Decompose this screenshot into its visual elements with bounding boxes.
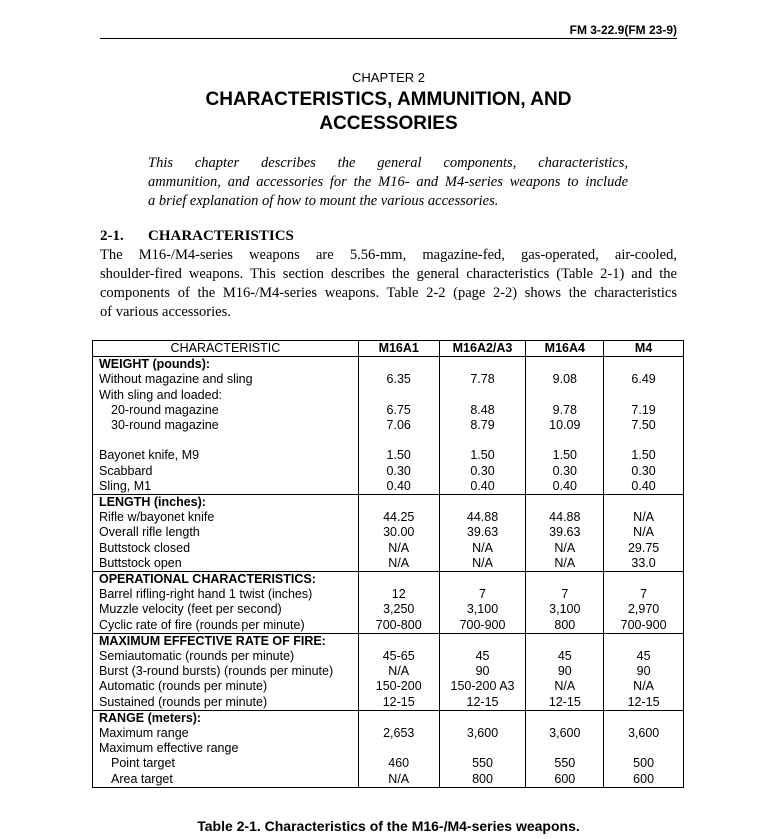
value-cell: 12-15 <box>526 695 604 711</box>
value-cell: 3,600 <box>526 726 604 741</box>
table-row <box>93 772 684 788</box>
empty-cell <box>604 495 684 511</box>
value-cell: N/A <box>439 556 526 572</box>
table-row <box>93 372 684 387</box>
value-cell: 800 <box>439 772 526 788</box>
row-label <box>93 756 359 771</box>
row-label-text: Area target <box>111 771 173 786</box>
empty-cell <box>604 710 684 726</box>
value-cell: 39.63 <box>439 525 526 540</box>
value-cell: 90 <box>604 664 684 679</box>
section-heading <box>100 228 680 245</box>
paragraph-line: components of the M16-/M4-series weapons. Table 2-2 (page 2-2) shows the characteristics <box>100 285 677 301</box>
value-cell: 8.48 <box>439 403 526 418</box>
table-row <box>93 556 684 572</box>
row-label <box>93 418 359 433</box>
column-header: M16A1 <box>358 341 439 357</box>
document-code: FM 3-22.9(FM 23-9) <box>569 23 677 37</box>
value-cell: 0.30 <box>439 464 526 479</box>
value-cell: N/A <box>358 541 439 556</box>
row-label <box>93 695 359 711</box>
value-cell <box>439 388 526 403</box>
value-cell: N/A <box>604 679 684 694</box>
row-label <box>93 772 359 788</box>
empty-cell <box>358 633 439 649</box>
empty-cell <box>526 357 604 373</box>
row-label-text: Automatic (rounds per minute) <box>99 679 268 694</box>
value-cell: N/A <box>604 510 684 525</box>
value-cell <box>604 388 684 403</box>
row-label <box>93 602 359 617</box>
chapter-title-line: CHARACTERISTICS, AMMUNITION, AND <box>205 89 572 110</box>
table-row <box>93 741 684 756</box>
value-cell: 12-15 <box>358 695 439 711</box>
value-cell: N/A <box>526 541 604 556</box>
paragraph-line: of various accessories. <box>100 304 231 320</box>
value-cell: N/A <box>439 541 526 556</box>
value-cell: N/A <box>604 525 684 540</box>
value-cell: 7.78 <box>439 372 526 387</box>
value-cell: 7.50 <box>604 418 684 433</box>
value-cell: 90 <box>439 664 526 679</box>
value-cell <box>604 433 684 448</box>
value-cell: 12 <box>358 587 439 602</box>
value-cell: 1.50 <box>439 448 526 463</box>
value-cell: 45-65 <box>358 649 439 664</box>
value-cell: 0.30 <box>526 464 604 479</box>
section-title: CHARACTERISTICS <box>148 228 294 244</box>
empty-cell <box>526 572 604 588</box>
row-label <box>93 479 359 495</box>
table-row <box>93 664 684 679</box>
value-cell: 150-200 <box>358 679 439 694</box>
empty-cell <box>439 357 526 373</box>
value-cell: 7.19 <box>604 403 684 418</box>
value-cell <box>526 741 604 756</box>
table-row <box>93 602 684 617</box>
value-cell: 9.08 <box>526 372 604 387</box>
paragraph-line: shoulder-fired weapons. This section describes the general characteristics (Table 2-1) and the <box>100 266 677 282</box>
intro-line: ammunition, and accessories for the M16- and M4-series weapons to include <box>148 174 628 190</box>
row-label-text: 20-round magazine <box>111 402 219 417</box>
row-label-text: Rifle w/bayonet knife <box>99 510 215 525</box>
empty-cell <box>439 572 526 588</box>
value-cell: 550 <box>526 756 604 771</box>
column-header: M4 <box>604 341 684 357</box>
table-header-row <box>93 341 684 357</box>
row-label-text: Without magazine and sling <box>99 372 253 387</box>
row-label <box>93 741 359 756</box>
value-cell: 6.35 <box>358 372 439 387</box>
value-cell: 6.49 <box>604 372 684 387</box>
empty-cell <box>604 633 684 649</box>
value-cell: 44.88 <box>526 510 604 525</box>
value-cell: 39.63 <box>526 525 604 540</box>
table-row <box>93 587 684 602</box>
value-cell: 6.75 <box>358 403 439 418</box>
table-row <box>93 479 684 495</box>
column-header: CHARACTERISTIC <box>93 341 359 357</box>
value-cell: 700-800 <box>358 618 439 634</box>
paragraph-line: The M16-/M4-series weapons are 5.56-mm, magazine-fed, gas-operated, air-cooled, <box>100 247 677 263</box>
column-header: M16A4 <box>526 341 604 357</box>
value-cell: 3,600 <box>604 726 684 741</box>
empty-cell <box>604 357 684 373</box>
table-row <box>93 679 684 694</box>
value-cell <box>358 741 439 756</box>
row-label <box>93 679 359 694</box>
section-number: 2-1. <box>100 228 124 244</box>
row-label-text: Scabbard <box>99 463 153 478</box>
value-cell: 0.40 <box>604 479 684 495</box>
value-cell: 800 <box>526 618 604 634</box>
value-cell: N/A <box>526 556 604 572</box>
empty-cell <box>526 633 604 649</box>
value-cell: N/A <box>526 679 604 694</box>
table-row <box>93 618 684 634</box>
value-cell: 3,250 <box>358 602 439 617</box>
empty-cell <box>358 357 439 373</box>
empty-cell <box>439 633 526 649</box>
row-label <box>93 525 359 540</box>
value-cell <box>526 433 604 448</box>
value-cell: 150-200 A3 <box>439 679 526 694</box>
empty-cell <box>604 572 684 588</box>
empty-cell <box>526 495 604 511</box>
chapter-title <box>140 88 637 136</box>
value-cell: 0.40 <box>439 479 526 495</box>
value-cell: N/A <box>358 556 439 572</box>
empty-cell <box>358 572 439 588</box>
value-cell: 90 <box>526 664 604 679</box>
value-cell: 550 <box>439 756 526 771</box>
row-label-text: Maximum effective range <box>99 741 239 756</box>
characteristics-table <box>92 340 684 788</box>
row-label-text: Cyclic rate of fire (rounds per minute) <box>99 617 305 632</box>
group-header-row <box>93 710 684 726</box>
page-header <box>100 22 677 39</box>
row-label-text: Semiautomatic (rounds per minute) <box>99 649 295 664</box>
value-cell: 7.06 <box>358 418 439 433</box>
value-cell <box>358 388 439 403</box>
value-cell: 460 <box>358 756 439 771</box>
table-row <box>93 418 684 433</box>
value-cell <box>358 433 439 448</box>
value-cell: 12-15 <box>604 695 684 711</box>
row-label <box>93 556 359 572</box>
value-cell: 7 <box>439 587 526 602</box>
row-label-text: Burst (3-round bursts) (rounds per minute) <box>99 664 334 679</box>
row-label-text: Maximum range <box>99 726 189 741</box>
value-cell <box>526 388 604 403</box>
table-row <box>93 726 684 741</box>
row-label <box>93 726 359 741</box>
empty-cell <box>526 710 604 726</box>
row-label <box>93 587 359 602</box>
row-label <box>93 433 359 448</box>
row-label-text: Barrel rifling-right hand 1 twist (inches) <box>99 587 313 602</box>
empty-cell <box>358 710 439 726</box>
table-row <box>93 649 684 664</box>
value-cell: 44.25 <box>358 510 439 525</box>
chapter-label: CHAPTER 2 <box>352 70 425 85</box>
value-cell: 600 <box>604 772 684 788</box>
table-row <box>93 510 684 525</box>
value-cell: 2,970 <box>604 602 684 617</box>
value-cell: 600 <box>526 772 604 788</box>
group-header-row <box>93 633 684 649</box>
row-label <box>93 664 359 679</box>
table-row <box>93 388 684 403</box>
value-cell <box>439 741 526 756</box>
value-cell: 3,600 <box>439 726 526 741</box>
group-title: WEIGHT (pounds): <box>93 357 359 373</box>
value-cell: 3,100 <box>439 602 526 617</box>
value-cell: 700-900 <box>439 618 526 634</box>
value-cell: N/A <box>358 772 439 788</box>
row-label-text: Bayonet knife, M9 <box>99 448 200 463</box>
table-row <box>93 448 684 463</box>
chapter-title-line: ACCESSORIES <box>319 113 458 134</box>
group-title: LENGTH (inches): <box>93 495 359 511</box>
value-cell: 3,100 <box>526 602 604 617</box>
value-cell: 45 <box>604 649 684 664</box>
row-label-text: Overall rifle length <box>99 525 200 540</box>
value-cell: 1.50 <box>526 448 604 463</box>
table-caption: Table 2-1. Characteristics of the M16-/M4-series weapons. <box>197 818 580 834</box>
column-header: M16A2/A3 <box>439 341 526 357</box>
value-cell: 1.50 <box>604 448 684 463</box>
value-cell: 0.40 <box>526 479 604 495</box>
value-cell: 29.75 <box>604 541 684 556</box>
intro-line: a brief explanation of how to mount the various accessories. <box>148 193 499 209</box>
value-cell: 0.30 <box>358 464 439 479</box>
empty-cell <box>358 495 439 511</box>
group-header-row <box>93 357 684 373</box>
table-row <box>93 433 684 448</box>
value-cell: 0.40 <box>358 479 439 495</box>
value-cell <box>439 433 526 448</box>
row-label <box>93 541 359 556</box>
value-cell: 10.09 <box>526 418 604 433</box>
row-label <box>93 618 359 634</box>
row-label <box>93 510 359 525</box>
value-cell: 45 <box>526 649 604 664</box>
row-label-text: Buttstock open <box>99 555 182 570</box>
table-row <box>93 525 684 540</box>
row-label <box>93 464 359 479</box>
value-cell <box>604 741 684 756</box>
group-header-row <box>93 495 684 511</box>
value-cell: 1.50 <box>358 448 439 463</box>
row-label <box>93 372 359 387</box>
table-row <box>93 403 684 418</box>
empty-cell <box>439 710 526 726</box>
table-row <box>93 541 684 556</box>
table-body <box>93 357 684 788</box>
row-label <box>93 448 359 463</box>
value-cell: 33.0 <box>604 556 684 572</box>
table-row <box>93 464 684 479</box>
row-label-text: With sling and loaded: <box>99 387 222 402</box>
value-cell: 2,653 <box>358 726 439 741</box>
value-cell: 9.78 <box>526 403 604 418</box>
value-cell: 700-900 <box>604 618 684 634</box>
row-label-text <box>99 433 102 447</box>
row-label-text: 30-round magazine <box>111 418 219 433</box>
row-label-text: Sling, M1 <box>99 478 152 493</box>
value-cell: 44.88 <box>439 510 526 525</box>
group-title: OPERATIONAL CHARACTERISTICS: <box>93 572 359 588</box>
group-header-row <box>93 572 684 588</box>
row-label-text: Sustained (rounds per minute) <box>99 694 268 709</box>
row-label-text: Muzzle velocity (feet per second) <box>99 602 282 617</box>
value-cell: 7 <box>526 587 604 602</box>
row-label <box>93 649 359 664</box>
value-cell: 45 <box>439 649 526 664</box>
value-cell: 0.30 <box>604 464 684 479</box>
value-cell: 8.79 <box>439 418 526 433</box>
group-title: MAXIMUM EFFECTIVE RATE OF FIRE: <box>93 633 359 649</box>
row-label-text: Buttstock closed <box>99 540 191 555</box>
group-title: RANGE (meters): <box>93 710 359 726</box>
section-paragraph <box>100 246 677 322</box>
intro-line: This chapter describes the general components, characteristics, <box>148 155 628 171</box>
value-cell: 7 <box>604 587 684 602</box>
table-row <box>93 695 684 711</box>
value-cell: 500 <box>604 756 684 771</box>
row-label <box>93 403 359 418</box>
empty-cell <box>439 495 526 511</box>
chapter-intro <box>148 154 628 211</box>
value-cell: 30.00 <box>358 525 439 540</box>
value-cell: 12-15 <box>439 695 526 711</box>
table-row <box>93 756 684 771</box>
value-cell: N/A <box>358 664 439 679</box>
row-label-text: Point target <box>111 756 175 771</box>
row-label <box>93 388 359 403</box>
